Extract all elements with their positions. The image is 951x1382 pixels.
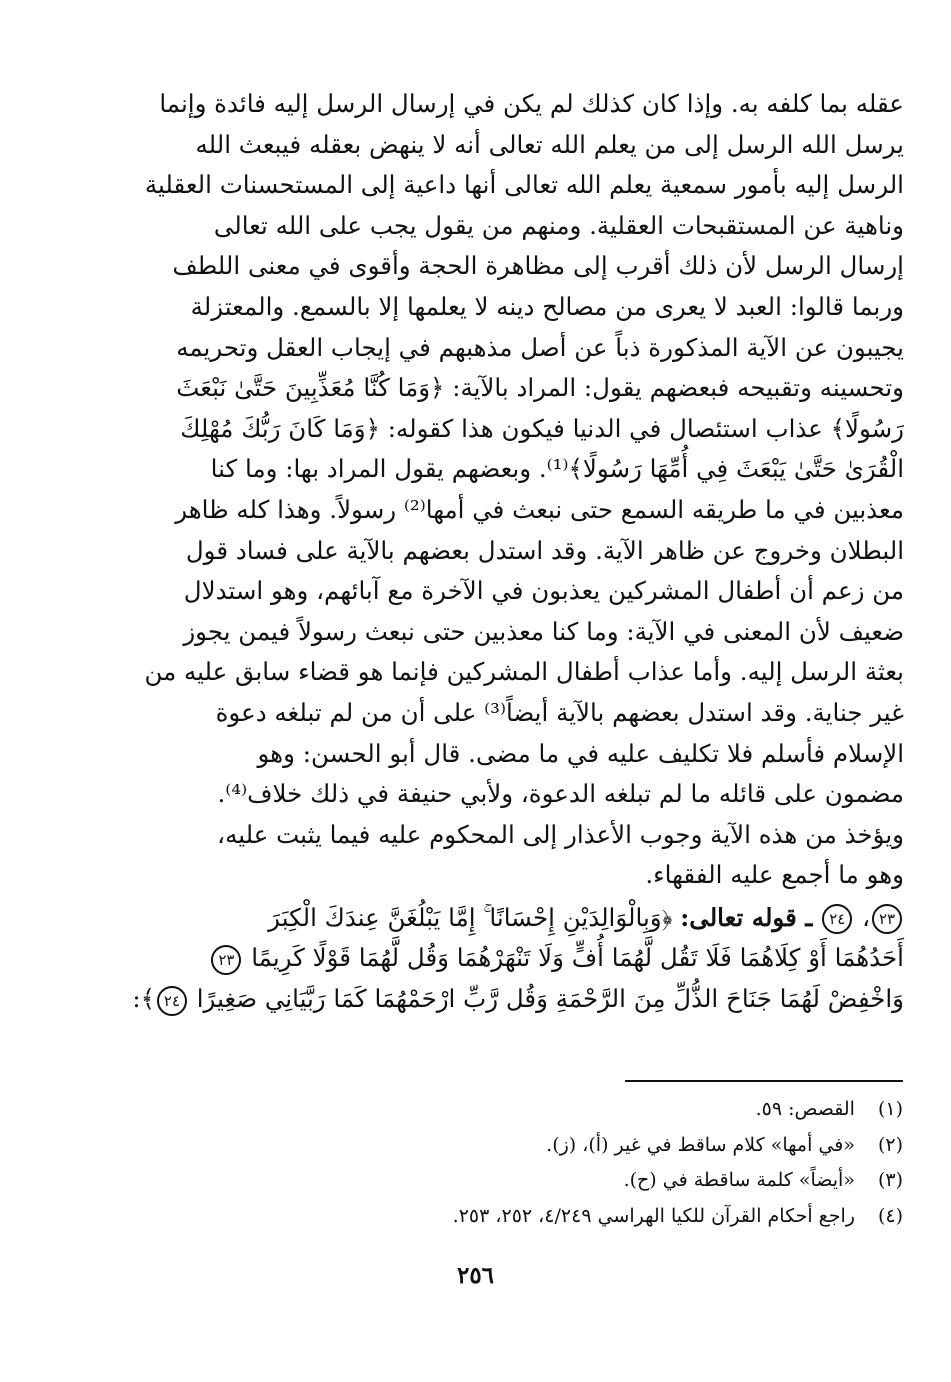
footnote-text: راجع أحكام القرآن للكيا الهراسي ٤/٢٤٩، ٢٥٢، ٢٥٣. (452, 1204, 855, 1227)
main-text (48, 84, 904, 896)
verse-number-badge: ٢٣ (872, 904, 902, 934)
verse-closing: ﴾: (132, 984, 155, 1014)
footnote-number: (٣) (877, 1169, 903, 1191)
text-line: وناهية عن المستقبحات العقلية. ومنهم من يقول يجب على الله تعالى (213, 210, 904, 240)
verse-label: قوله تعالى: (680, 902, 797, 932)
text-line: مضمون على قائله ما لم تبلغه الدعوة، ولأبي حنيفة في ذلك خلاف⁽⁴⁾. (217, 779, 904, 809)
text-line: عقله بما كلفه به. وإذا كان كذلك لم يكن في إرسال الرسل إليه فائدة وإنما (159, 89, 904, 118)
text-line: وربما قالوا: العبد لا يعرى من مصالح دينه لا يعلمها إلا بالسمع. والمعتزلة (190, 291, 904, 321)
footnote-number: (٢) (877, 1133, 903, 1156)
verse-line (48, 979, 904, 1020)
quran-text: أَحَدُهُمَا أَوْ كِلَاهُمَا فَلَا تَقُل لَّهُمَا أُفٍّ وَلَا تَنْهَرْهُمَا وَقُل لَّهُمَا قَوْلًا كَرِيمًا (251, 943, 904, 973)
text-line: بعثة الرسل إليه. وأما عذاب أطفال المشركين فإنما هو قضاء سابق عليه من (144, 657, 904, 687)
verse-heading-line: ٢٣، ٢٤ ـ قوله تعالى: ﴿وَبِالْوَالِدَيْنِ إِحْسَانًا ۚ إِمَّا يَبْلُغَنَّ عِندَكَ الْكِبَرَ (48, 898, 904, 939)
text-line: ويؤخذ من هذه الآية وجوب الأعذار إلى المحكوم عليه فيما يثبت عليه، (217, 819, 904, 849)
footnote-number: (٤) (877, 1204, 903, 1227)
text-line: معذبين في ما طريقه السمع حتى نبعث في أمها⁽²⁾ رسولاً. وهذا كله ظاهر (175, 494, 904, 524)
page-content (48, 84, 904, 1020)
text-line: الرسل إليه بأمور سمعية يعلم الله تعالى أنها داعية إلى المستحسنات العقلية (144, 170, 904, 200)
footnotes (203, 1092, 903, 1234)
verse-block (48, 898, 904, 1020)
footnote-item (203, 1128, 903, 1164)
text-line: يجيبون عن الآية المذكورة ذباً عن أصل مذهبهم في إيجاب العقل وتحريمه (176, 332, 904, 362)
text-line: وتحسينه وتقبيحه فبعضهم يقول: المراد بالآية: ﴿وَمَا كُنَّا مُعَذِّبِينَ حَتَّىٰ نَبْعَثَ (176, 373, 904, 403)
quran-text: وَاخْفِضْ لَهُمَا جَنَاحَ الذُّلِّ مِنَ الرَّحْمَةِ وَقُل رَّبِّ ارْحَمْهُمَا كَمَا رَبَّيَانِي صَغِيرًا (196, 984, 904, 1014)
ayah-number-badge: ٢٤ (157, 986, 187, 1016)
text-line: الإسلام فأسلم فلا تكليف عليه في ما مضى. قال أبو الحسن: وهو (257, 738, 904, 768)
text-line: وهو ما أجمع عليه الفقهاء. (645, 860, 904, 890)
page-number: ٢٥٦ (456, 1262, 495, 1289)
verse-number-badge: ٢٤ (822, 904, 852, 934)
quran-text: ﴿وَبِالْوَالِدَيْنِ إِحْسَانًا ۚ إِمَّا يَبْلُغَنَّ عِندَكَ الْكِبَرَ (268, 902, 673, 932)
footnote-separator (625, 1080, 903, 1082)
verse-line (48, 938, 904, 979)
text-line: رَسُولًا﴾ عذاب استئصال في الدنيا فيكون هذا كقوله: ﴿وَمَا كَانَ رَبُّكَ مُهْلِكَ (180, 413, 904, 443)
text-line: ضعيف لأن المعنى في الآية: وما كنا معذبين حتى نبعث رسولاً فيمن يجوز (183, 616, 904, 646)
text-line: غير جناية. وقد استدل بعضهم بالآية أيضاً⁽³⁾ على أن من لم تبلغه دعوة (215, 697, 904, 727)
text-line: الْقُرَىٰ حَتَّىٰ يَبْعَثَ فِي أُمِّهَا رَسُولًا﴾⁽¹⁾. وبعضهم يقول المراد بها: وما كنا (210, 454, 904, 484)
ayah-number-badge: ٢٣ (211, 945, 241, 975)
footnote-text: القصص: ٥٩. (755, 1098, 855, 1120)
text-line: البطلان وخروج عن ظاهر الآية. وقد استدل بعضهم بالآية على فساد قول (185, 535, 904, 565)
footnote-item (203, 1199, 903, 1235)
text-line: من زعم أن أطفال المشركين يعذبون في الآخرة مع آبائهم، وهو استدلال (183, 576, 904, 606)
footnote-item (203, 1092, 903, 1128)
text-line: إرسال الرسل لأن ذلك أقرب إلى مظاهرة الحجة وأقوى في معنى اللطف (172, 251, 904, 281)
footnote-number: (١) (877, 1098, 903, 1120)
footnote-text: «أيضاً» كلمة ساقطة في (ح). (623, 1169, 855, 1191)
footnote-text: «في أمها» كلام ساقط في غير (أ)، (ز). (546, 1133, 855, 1156)
text-line: يرسل الله الرسل إلى من يعلم الله تعالى أنه لا ينهض بعقله فيبعث الله (195, 129, 904, 159)
footnote-item (203, 1163, 903, 1199)
